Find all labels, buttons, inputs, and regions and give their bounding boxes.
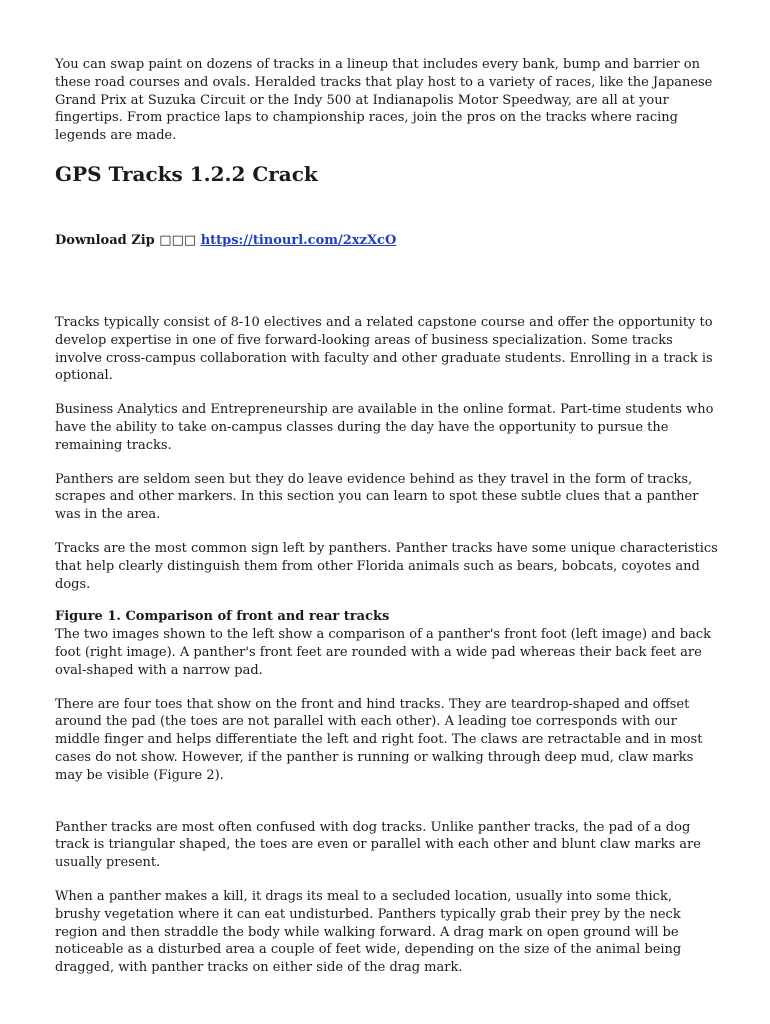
figure-title: Figure 1. Comparison of front and rear tracks: [55, 609, 390, 625]
paragraph-panthers-seldom-seen: Panthers are seldom seen but they do leave evidence behind as they travel in the form of tracks, scrapes and other markers. In this section you can learn to spot these subtle clues that a panther was in the area.: [55, 471, 699, 523]
placeholder-glyphs: □□□: [159, 232, 197, 248]
paragraph-common-sign: Tracks are the most common sign left by panthers. Panther tracks have some unique characteristics that help clearly distinguish them from other Florida animals such as bears, bobcats, coyotes and dogs.: [55, 540, 718, 592]
paragraph-four-toes: There are four toes that show on the front and hind tracks. They are teardrop-shaped and offset around the pad (the toes are not parallel with each other). A leading toe corresponds with our middle finger and helps differentiate the left and right foot. The claws are retractable and in most cases do not show. However, if the panther is running or walking through deep mud, claw marks may be visible (Figure 2).: [55, 696, 703, 783]
paragraph-tracks-electives: Tracks typically consist of 8-10 electives and a related capstone course and offer the opportunity to develop expertise in one of five forward-looking areas of business specialization. Some tracks involve cross-campus collaboration with faculty and other graduate students. Enrolling in a track is optional.: [55, 314, 713, 384]
page-title: GPS Tracks 1.2.2 Crack: [55, 161, 318, 186]
document-page: [55, 56, 720, 977]
figure-caption: The two images shown to the left show a comparison of a panther's front foot (left image) and back foot (right image). A panther's front feet are rounded with a wide pad whereas their back feet are oval-shaped with a narrow pad.: [55, 627, 711, 678]
intro-paragraph: You can swap paint on dozens of tracks in a lineup that includes every bank, bump and barrier on these road courses and ovals. Heralded tracks that play host to a variety of races, like the Japanese Grand Prix at Suzuka Circuit or the Indy 500 at Indianapolis Motor Speedway, are all at your fingertips. From practice laps to championship races, join the pros on the tracks where racing legends are made.: [55, 57, 713, 144]
paragraph-online-format: Business Analytics and Entrepreneurship are available in the online format. Part-time students who have the ability to take on-campus classes during the day have the opportunity to pursue the remaining tracks.: [55, 402, 714, 453]
paragraph-dog-tracks: Panther tracks are most often confused with dog tracks. Unlike panther tracks, the pad of a dog track is triangular shaped, the toes are even or parallel with each other and blunt claw marks are usually present.: [55, 819, 701, 871]
paragraph-drag-mark: When a panther makes a kill, it drags its meal to a secluded location, usually into some thick, brushy vegetation where it can eat undisturbed. Panthers typically grab their prey by the neck region and then straddle the body while walking forward. A drag mark on open ground will be noticeable as a disturbed area a couple of feet wide, depending on the size of the animal being dragged, with panther tracks on either side of the drag mark.: [55, 888, 682, 976]
download-label: Download Zip: [55, 232, 155, 248]
download-link[interactable]: https://tinourl.com/2xzXcO: [200, 232, 397, 248]
download-line: [55, 232, 720, 249]
